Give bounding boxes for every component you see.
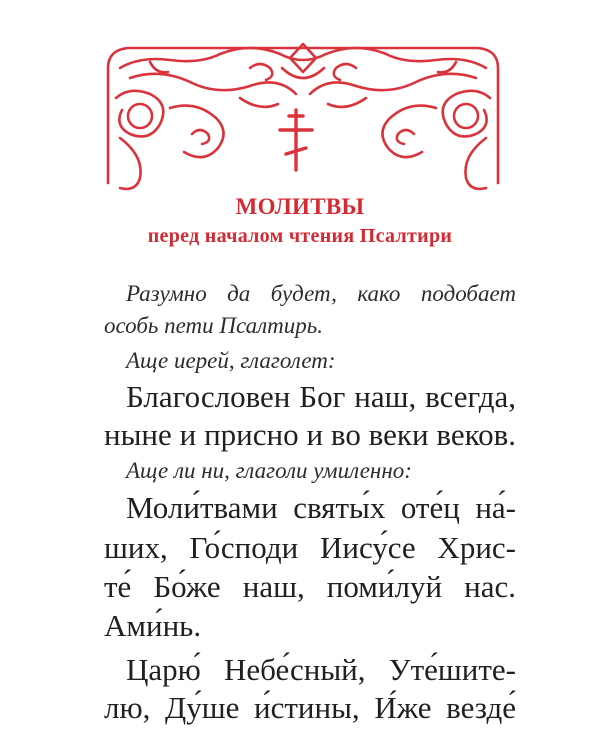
prayer-text-line: Царю́ Небе́сный, Уте́шите- bbox=[126, 652, 516, 687]
rubric-line: особь пети Псалтирь. bbox=[104, 313, 323, 338]
prayer-text-line: Моли́твами святы́х оте́ц на́- bbox=[126, 490, 516, 525]
prayer-text-line: лю, Ду́ше и́стины, И́же везде́ bbox=[104, 690, 516, 725]
prayer-text-line: Благословен Бог наш, всегда, bbox=[126, 379, 516, 414]
prayer-text-line: те́ Бо́же наш, поми́луй нас. bbox=[104, 569, 516, 604]
prayer-text-line: ныне и присно и во веки веков. bbox=[104, 417, 516, 452]
rubric-line: Аще иерей, глаголет: bbox=[126, 348, 336, 373]
prayer-text-line: ших, Го́споди Иису́се Хрис- bbox=[104, 530, 516, 565]
rubric-line: Аще ли ни, глаголи умиленно: bbox=[126, 458, 412, 483]
prayer-text-line: Ами́нь. bbox=[104, 608, 202, 643]
rubric-line: Разумно да будет, како подобает bbox=[126, 281, 516, 306]
page-title: МОЛИТВЫ bbox=[235, 194, 365, 219]
decorative-headpiece bbox=[100, 38, 506, 198]
page-subtitle: перед началом чтения Псалтири bbox=[147, 225, 453, 247]
orthodox-cross-icon bbox=[280, 110, 312, 170]
